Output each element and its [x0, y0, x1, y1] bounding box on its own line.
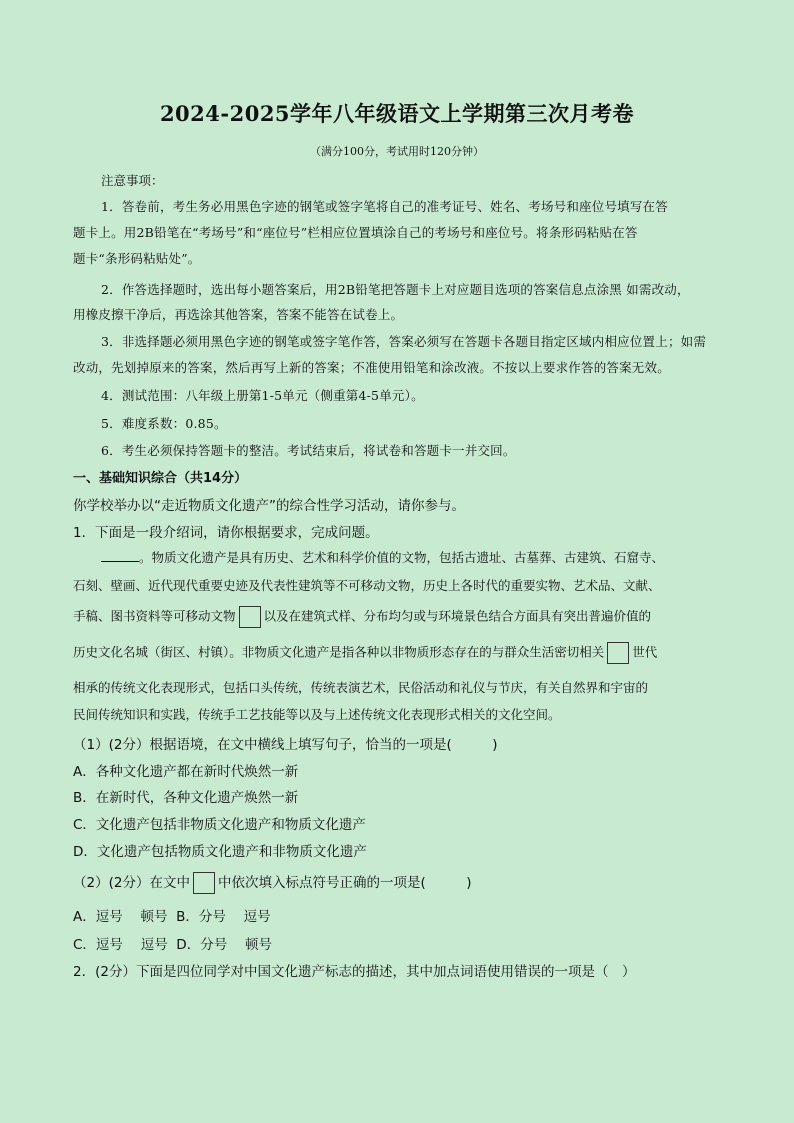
notice-line: 2．作答选择题时，选出每小题答案后，用2B铅笔把答题卡上对应题目选项的答案信息点涂黑 如需改动， — [101, 282, 690, 297]
punctuation-box-1[interactable] — [239, 606, 261, 628]
passage-line-3: 手稿、图书资料等可移动文物 以及在建筑式样、分布均匀或与环境景色结合方面具有突出普遍价值的 — [73, 606, 651, 628]
fill-blank[interactable] — [101, 549, 139, 562]
notice-line: 题卡上。用2B铅笔在“考场号”和“座位号”栏相应位置填涂自己的考场号和座位号。将条形码粘贴在答 — [73, 225, 638, 240]
passage-line-2: 石刻、壁画、近代现代重要史迹及代表性建筑等不可移动文物，历史上各时代的重要实物、艺术品、文献、 — [73, 578, 661, 593]
options-row-1[interactable]: A．逗号 顿号 B．分号 逗号 — [73, 909, 271, 925]
option-d[interactable]: D．文化遗产包括物质文化遗产和非物质文化遗产 — [73, 844, 367, 860]
notice-line: 改动，先划掉原来的答案，然后再写上新的答案；不准使用铅笔和涂改液。不按以上要求作答的答案无效。 — [73, 360, 670, 375]
page-subtitle: （满分100分，考试用时120分钟） — [310, 145, 484, 158]
notice-line: 6．考生必须保持答题卡的整洁。考试结束后，将试卷和答题卡一并交回。 — [101, 443, 516, 458]
notice-line: 1．答卷前，考生务必用黑色字迹的钢笔或签字笔将自己的准考证号、姓名、考场号和座位号填写在答 — [101, 199, 668, 214]
passage-line-6: 民间传统知识和实践，传统手工艺技能等以及与上述传统文化表现形式相关的文化空间。 — [73, 707, 561, 722]
punctuation-box-2[interactable] — [607, 642, 629, 664]
notice-line: 5．难度系数：0.85。 — [101, 416, 227, 431]
notice-line: 用橡皮擦干净后，再选涂其他答案，答案不能答在试卷上。 — [73, 307, 404, 322]
question-1-2-stem: （2）(2分）在文中 中依次填入标点符号正确的一项是( ) — [73, 871, 472, 894]
notice-line: 4．测试范围：八年级上册第1-5单元（侧重第4-5单元）。 — [101, 388, 424, 403]
referenced-box-icon — [193, 872, 215, 894]
section-heading: 一、基础知识综合（共14分） — [73, 471, 248, 486]
passage-line-1: 。物质文化遗产是具有历史、艺术和科学价值的文物，包括古遗址、古墓葬、古建筑、石窟寺、 — [101, 548, 664, 566]
passage-line-5: 相承的传统文化表现形式，包括口头传统，传统表演艺术，民俗活动和礼仪与节庆，有关自然界和宇宙的 — [73, 680, 649, 695]
question-1-stem: 1．下面是一段介绍词，请你根据要求，完成问题。 — [73, 525, 379, 541]
option-c[interactable]: C．文化遗产包括非物质文化遗产和物质文化遗产 — [73, 817, 366, 833]
passage-line-4: 历史文化名城（街区、村镇）。非物质文化遗产是指各种以非物质形态存在的与群众生活密切相关 世代 — [73, 642, 657, 664]
option-b[interactable]: B．在新时代，各种文化遗产焕然一新 — [73, 790, 299, 806]
question-2-stem: 2．(2分）下面是四位同学对中国文化遗产标志的描述，其中加点词语使用错误的一项是（ ） — [73, 964, 636, 980]
question-1-1-stem: （1）(2分）根据语境，在文中横线上填写句子，恰当的一项是( ) — [73, 737, 498, 753]
notice-line: 题卡“条形码粘贴处”。 — [73, 251, 201, 266]
option-a[interactable]: A．各种文化遗产都在新时代焕然一新 — [73, 764, 299, 780]
page-title: 2024-2025学年八年级语文上学期第三次月考卷 — [159, 101, 635, 126]
notice-heading: 注意事项： — [101, 173, 164, 188]
section-intro: 你学校举办以“走近物质文化遗产”的综合性学习活动，请你参与。 — [73, 498, 465, 514]
notice-line: 3．非选择题必须用黑色字迹的钢笔或签字笔作答，答案必须写在答题卡各题目指定区域内相应位置上；如需 — [101, 334, 707, 349]
options-row-2[interactable]: C．逗号 逗号 D．分号 顿号 — [73, 937, 272, 953]
